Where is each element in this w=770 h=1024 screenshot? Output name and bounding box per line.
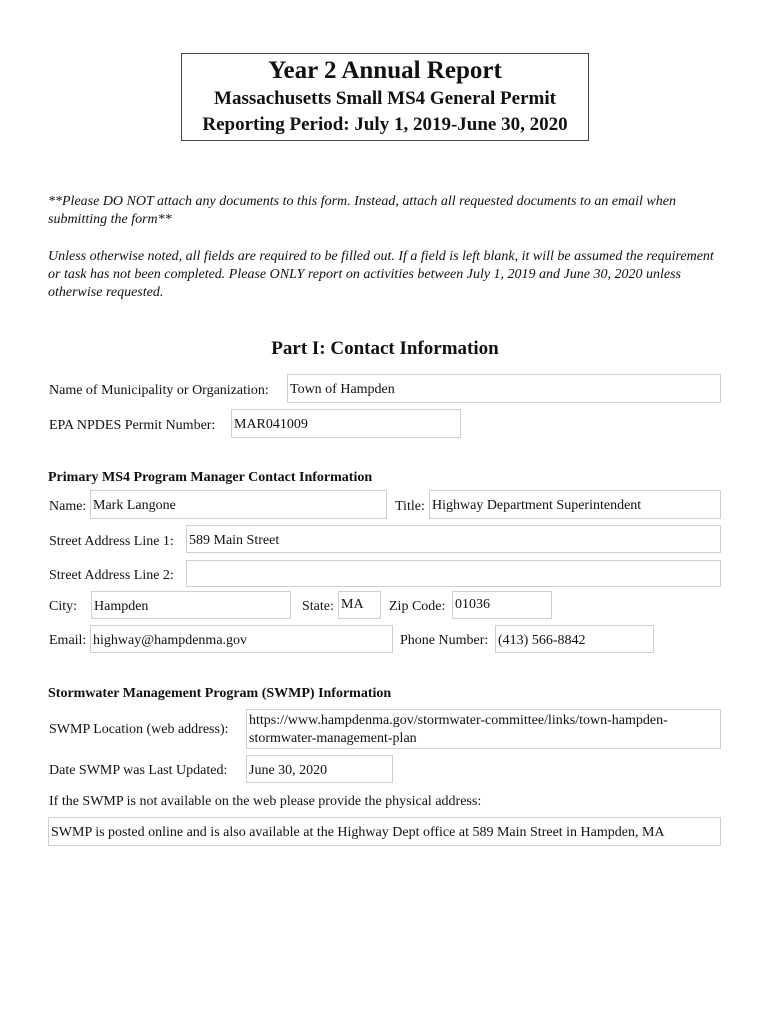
swmp-location-field[interactable]: https://www.hampdenma.gov/stormwater-committee/links/town-hampden-stormwater-management-plan [246, 709, 721, 749]
physical-address-prompt: If the SWMP is not available on the web please provide the physical address: [49, 794, 482, 809]
swmp-location-label: SWMP Location (web address): [49, 722, 229, 737]
zip-field[interactable]: 01036 [452, 591, 552, 619]
title-label: Title: [395, 499, 425, 514]
part1-heading: Part I: Contact Information [271, 338, 499, 359]
swmp-updated-label: Date SWMP was Last Updated: [49, 763, 228, 778]
state-label: State: [302, 599, 334, 614]
phone-label: Phone Number: [400, 633, 489, 648]
required-notice: Unless otherwise noted, all fields are required to be filled out. If a field is left blank, it will be assumed the requirement or task has not been completed. Please ONLY report on activities between July 1, 2019 and June 30, 2020 unless otherwise requested. [48, 249, 714, 300]
municipality-label: Name of Municipality or Organization: [49, 383, 269, 398]
street2-field[interactable] [186, 560, 721, 587]
report-title-box [181, 53, 589, 141]
swmp-heading: Stormwater Management Program (SWMP) Information [48, 686, 392, 701]
attach-notice: **Please DO NOT attach any documents to this form. Instead, attach all requested documents to an email when submitting the form** [48, 194, 676, 227]
permit-title: Massachusetts Small MS4 General Permit [214, 88, 556, 109]
email-label: Email: [49, 633, 87, 648]
municipality-field[interactable]: Town of Hampden [287, 374, 721, 403]
contact-heading: Primary MS4 Program Manager Contact Information [48, 470, 373, 485]
physical-address-field[interactable]: SWMP is posted online and is also available at the Highway Dept office at 589 Main Street in Hampden, MA [48, 817, 721, 846]
reporting-period: Reporting Period: July 1, 2019-June 30, 2020 [202, 114, 568, 135]
state-field[interactable]: MA [338, 591, 381, 619]
title-field[interactable]: Highway Department Superintendent [429, 490, 721, 519]
name-label: Name: [49, 499, 87, 514]
zip-label: Zip Code: [389, 599, 446, 614]
name-field[interactable]: Mark Langone [90, 490, 387, 519]
street1-label: Street Address Line 1: [49, 534, 174, 549]
report-title: Year 2 Annual Report [268, 57, 502, 84]
swmp-updated-field[interactable]: June 30, 2020 [246, 755, 393, 783]
email-field[interactable]: highway@hampdenma.gov [90, 625, 393, 653]
city-label: City: [49, 599, 78, 614]
phone-field[interactable]: (413) 566-8842 [495, 625, 654, 653]
permit-number-label: EPA NPDES Permit Number: [49, 418, 216, 433]
street2-label: Street Address Line 2: [49, 568, 174, 583]
permit-number-field[interactable]: MAR041009 [231, 409, 461, 438]
street1-field[interactable]: 589 Main Street [186, 525, 721, 553]
city-field[interactable]: Hampden [91, 591, 291, 619]
